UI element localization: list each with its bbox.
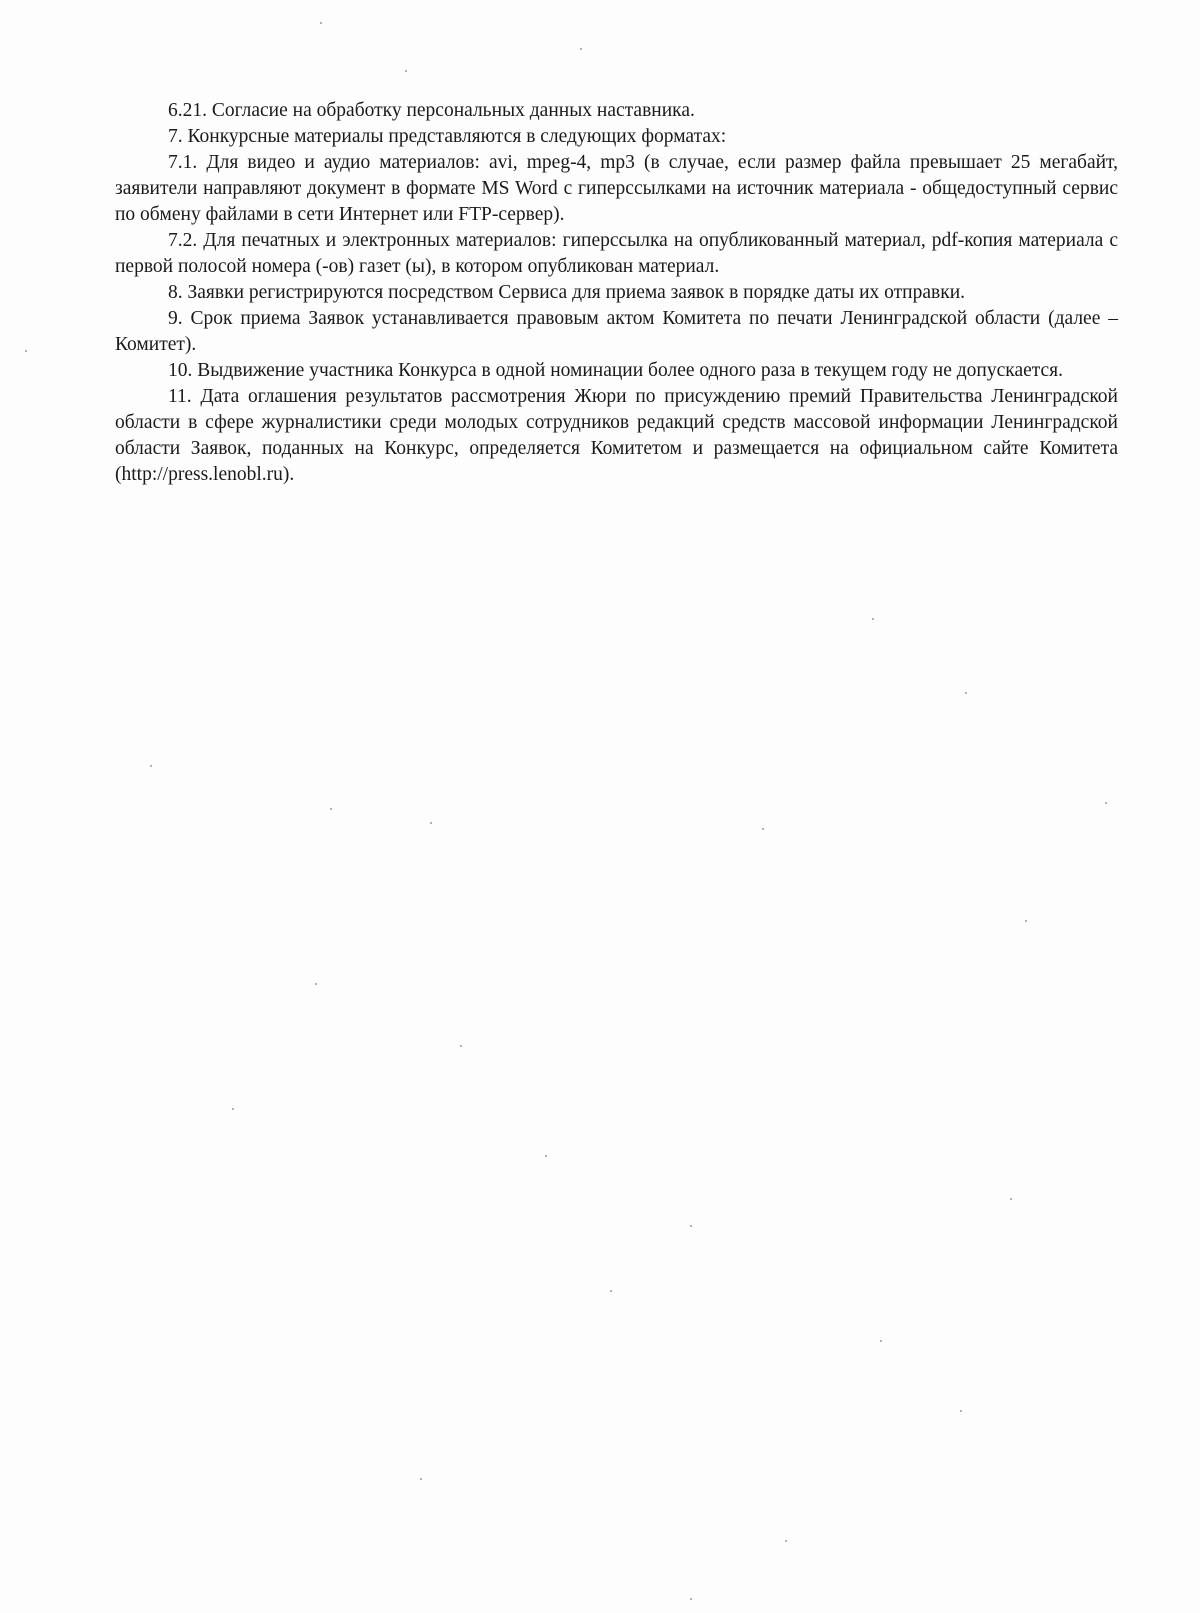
scan-speck (430, 822, 432, 824)
paragraph-8: 8. Заявки регистрируются посредством Сервиса для приема заявок в порядке даты их отправки. (168, 282, 966, 303)
scan-speck (690, 1225, 692, 1227)
scan-speck (25, 350, 27, 352)
paragraph-6-21: 6.21. Согласие на обработку персональных данных наставника. (168, 100, 695, 121)
scan-speck (960, 1410, 962, 1412)
scan-speck (872, 618, 874, 620)
paragraph-9: 9. Срок приема Заявок устанавливается правовым актом Комитета по печати Ленинградской области (далее – Комитет). (115, 308, 1118, 355)
scan-speck (460, 1045, 462, 1047)
scan-speck (762, 828, 764, 830)
paragraph-11: 11. Дата оглашения результатов рассмотрения Жюри по присуждению премий Правительства Ленинградской области в сфере журналистики среди молодых сотрудников редакций средств массовой информации Ленинградской области Заявок, поданных на Конкурс, определяется Комитетом и размещается на официальном сайте Комитета (http://press.lenobl.ru). (115, 386, 1118, 485)
scan-speck (580, 48, 582, 50)
scan-speck (1010, 1198, 1012, 1200)
paragraph-7-1: 7.1. Для видео и аудио материалов: avi, mpeg-4, mp3 (в случае, если размер файла превышает 25 мегабайт, заявители направляют документ в формате MS Word с гиперссылками на источник материала - общедоступный сервис по обмену файлами в сети Интернет или FTP-сервер). (115, 152, 1118, 225)
scan-speck (690, 1598, 692, 1600)
scan-speck (1105, 802, 1107, 804)
scan-speck (232, 1108, 234, 1110)
scan-speck (880, 1340, 882, 1342)
scan-speck (965, 692, 967, 694)
scan-speck (315, 983, 317, 985)
scan-speck (785, 1540, 787, 1542)
scan-speck (330, 808, 332, 810)
scan-speck (320, 22, 322, 24)
scan-speck (420, 1478, 422, 1480)
scan-speck (1025, 920, 1027, 922)
scan-speck (610, 1290, 612, 1292)
scan-speck (150, 765, 152, 767)
paragraph-7: 7. Конкурсные материалы представляются в следующих форматах: (168, 126, 727, 147)
paragraph-10: 10. Выдвижение участника Конкурса в одной номинации более одного раза в текущем году не допускается. (168, 360, 1064, 381)
paragraph-7-2: 7.2. Для печатных и электронных материалов: гиперссылка на опубликованный материал, pdf-копия материала с первой полосой номера (-ов) газет (ы), в котором опубликован материал. (115, 230, 1118, 277)
document-body (115, 98, 1118, 488)
scan-speck (405, 70, 407, 72)
scan-speck (545, 1155, 547, 1157)
